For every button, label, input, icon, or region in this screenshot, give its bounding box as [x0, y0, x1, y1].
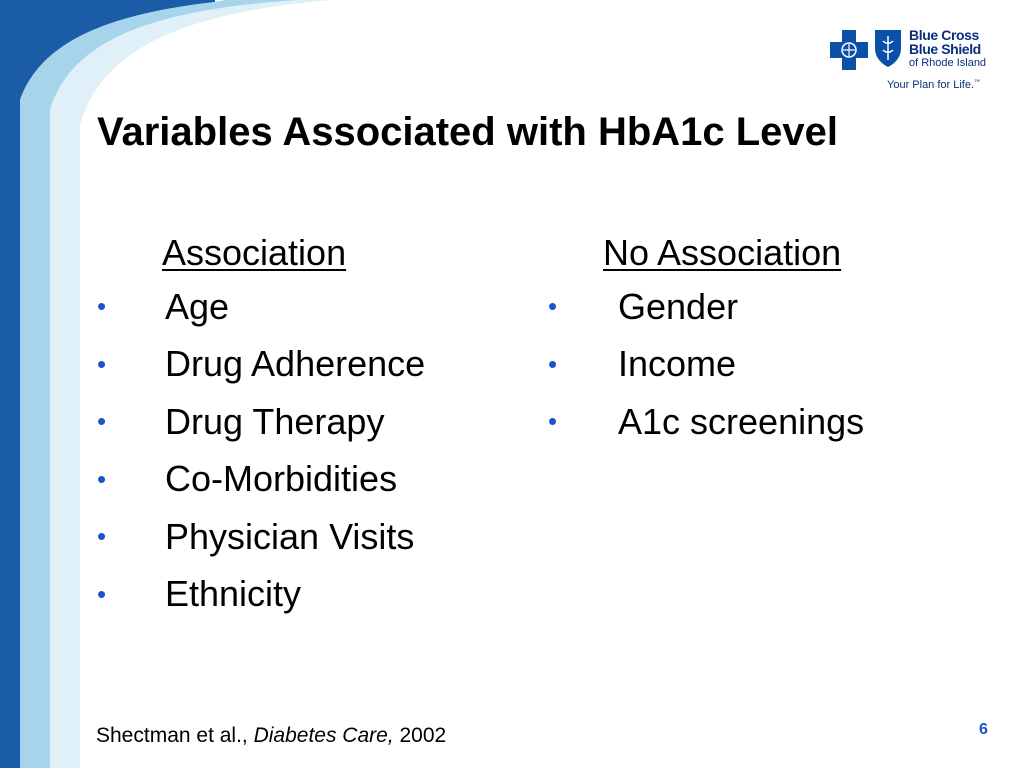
list-item — [97, 336, 425, 394]
list-item — [97, 393, 425, 451]
list-item — [97, 278, 425, 336]
logo-line-rhode-island: of Rhode Island — [909, 57, 987, 69]
list-item — [97, 508, 425, 566]
blue-shield-icon — [872, 28, 904, 68]
list-item-label: Age — [165, 285, 230, 327]
association-heading: Association — [162, 232, 347, 273]
list-item — [548, 336, 864, 394]
bullet-icon: • — [97, 463, 107, 494]
list-item-label: Co-Morbidities — [165, 458, 398, 500]
association-column — [97, 228, 425, 623]
list-item-label: Gender — [618, 285, 739, 327]
logo-wordmark — [909, 28, 986, 70]
bullet-icon: • — [548, 406, 558, 437]
bullet-icon: • — [548, 291, 558, 322]
logo-tagline — [887, 79, 980, 91]
list-item-label: Physician Visits — [165, 515, 415, 557]
citation-journal: Diabetes Care, — [253, 724, 394, 747]
no-association-column — [548, 228, 864, 451]
bullet-icon: • — [548, 348, 558, 379]
logo-line-blue-cross: Blue Cross — [909, 27, 979, 43]
no-association-heading: No Association — [603, 232, 842, 273]
logo-tagline-text: Your Plan for Life. — [887, 79, 975, 91]
list-item-label: Income — [618, 343, 737, 385]
bullet-icon: • — [97, 291, 107, 322]
list-item-label: A1c screenings — [618, 400, 865, 442]
list-item — [548, 393, 864, 451]
slide-title: Variables Associated with HbA1c Level — [97, 110, 839, 154]
bullet-icon: • — [97, 406, 107, 437]
page-number: 6 — [979, 721, 988, 738]
list-item-label: Drug Therapy — [165, 400, 385, 442]
citation-year: 2002 — [393, 724, 447, 747]
list-item — [548, 278, 864, 336]
list-item-label: Drug Adherence — [165, 343, 426, 385]
citation — [96, 724, 446, 748]
blue-cross-icon — [830, 30, 868, 70]
bullet-icon: • — [97, 578, 107, 609]
trademark-symbol: ™ — [974, 79, 981, 86]
citation-authors: Shectman et al., — [96, 724, 254, 747]
bullet-icon: • — [97, 521, 107, 552]
list-item — [97, 566, 425, 624]
bullet-icon: • — [97, 348, 107, 379]
bcbs-logo — [830, 28, 1000, 98]
list-item — [97, 451, 425, 509]
logo-line-blue-shield: Blue Shield — [909, 41, 981, 57]
list-item-label: Ethnicity — [165, 573, 302, 615]
